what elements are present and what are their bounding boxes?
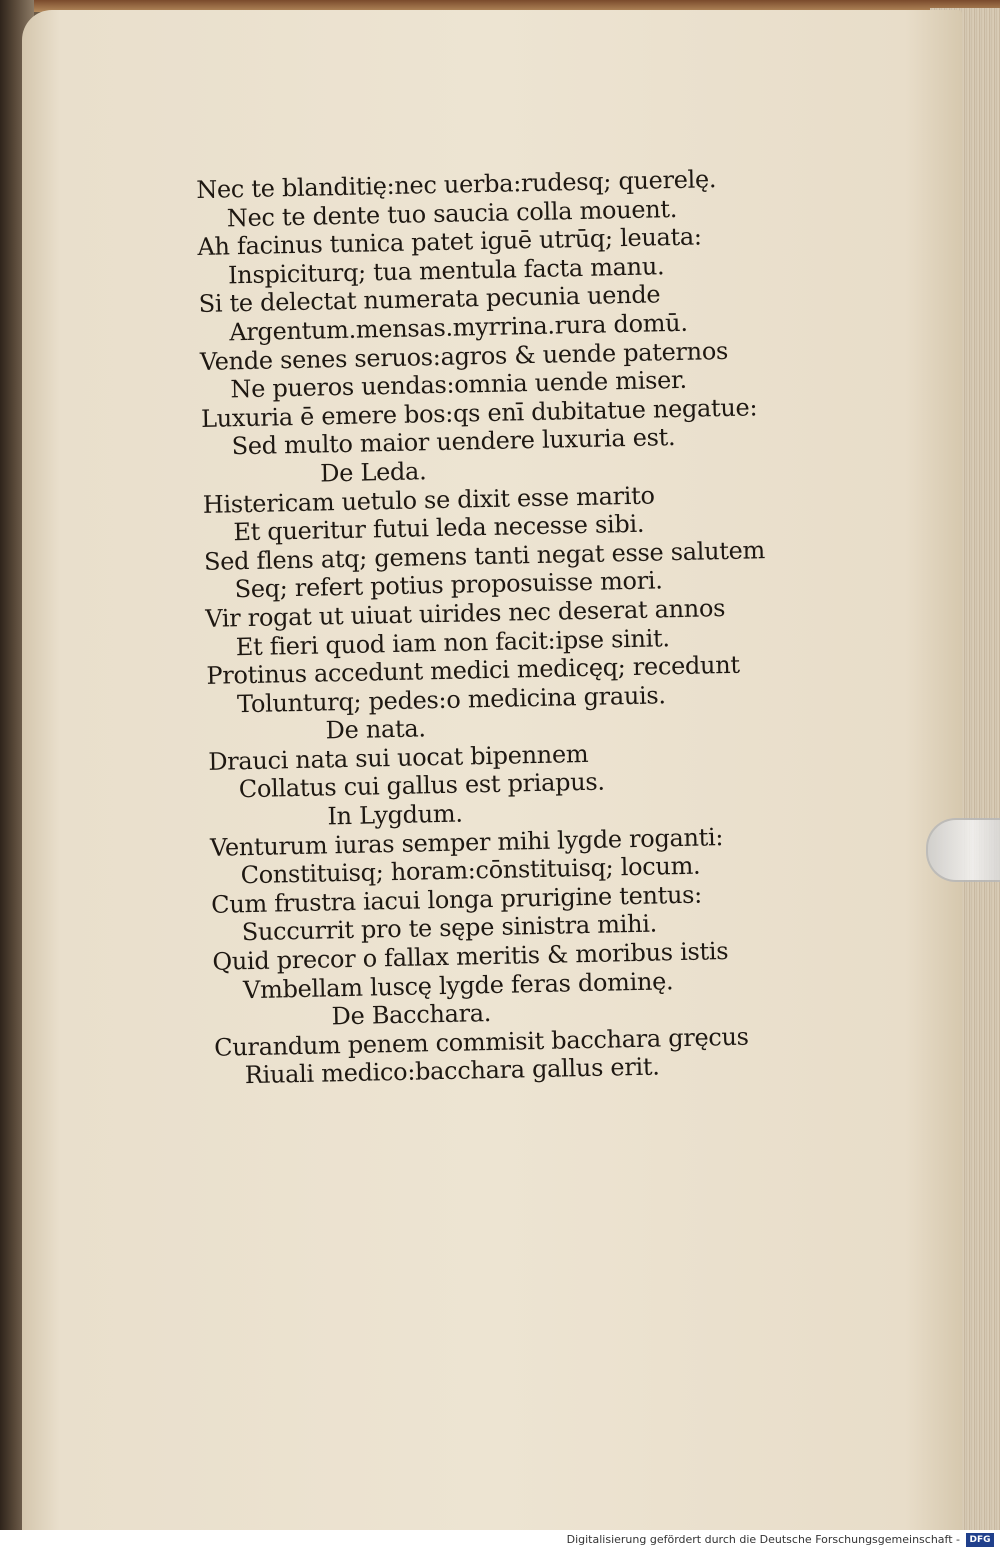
funding-credit: Digitalisierung gefördert durch die Deutsche Forschungsgemeinschaft - <box>566 1533 960 1546</box>
verse-line: Constituisq; horam:cōnstituisq; locum. <box>240 851 701 890</box>
verse-line: Nec te blanditię:nec uerba:rudesq; querelę. <box>196 165 717 204</box>
verse-line: Inspiciturq; tua mentula facta manu. <box>227 251 665 290</box>
verse-line: Sed flens atq; gemens tanti negat esse salutem <box>203 535 766 576</box>
verse-line: Argentum.mensas.myrrina.rura domū. <box>228 308 688 347</box>
verse-line: Vende senes seruos:agros & uende paternos <box>199 336 729 376</box>
verse-line: Nec te dente tuo saucia colla mouent. <box>226 194 678 232</box>
verse-line: Protinus accedunt medici medicęq; recedunt <box>206 650 740 690</box>
verse-line: Sed multo maior uendere luxuria est. <box>231 423 676 461</box>
verse-line: Venturum iuras semper mihi lygde roganti: <box>209 822 724 862</box>
verse-text-block <box>196 164 775 1091</box>
dfg-logo: DFG <box>966 1533 994 1547</box>
section-heading: De Bacchara. <box>331 999 492 1031</box>
verse-line: Drauci nata sui uocat bipennem <box>207 739 589 776</box>
verse-line: Collatus cui gallus est priapus. <box>238 768 606 804</box>
section-heading: De Leda. <box>319 457 427 488</box>
verse-line: Curandum penem commisit bacchara gręcus <box>213 1022 749 1062</box>
verse-line: Vir rogat ut uiuat uirides nec deserat annos <box>204 593 726 633</box>
verse-line: Luxuria ē emere bos:qs enī dubitatue negatue: <box>200 393 758 433</box>
verse-line: Ne pueros uendas:omnia uende miser. <box>230 365 688 404</box>
verse-line: Seq; refert potius proposuisse mori. <box>234 566 663 604</box>
footer-bar <box>0 1530 1000 1551</box>
verse-line: Et fieri quod iam non facit:ipse sinit. <box>235 623 670 661</box>
page-clip <box>926 818 1000 882</box>
verse-line: Tolunturq; pedes:o medicina grauis. <box>236 680 666 718</box>
section-heading: De nata. <box>325 714 426 745</box>
verse-line: Vmbellam luscę lygde feras dominę. <box>242 966 674 1004</box>
verse-line: Succurrit pro te sępe sinistra mihi. <box>241 909 658 947</box>
verse-line: Si te delectat numerata pecunia uende <box>198 280 661 319</box>
verse-line: Riuali medico:bacchara gallus erit. <box>244 1052 660 1090</box>
verse-line: Et queritur futui leda necesse sibi. <box>233 509 645 547</box>
section-heading: In Lygdum. <box>327 799 463 831</box>
verse-line: Cum frustra iacui longa prurigine tentus: <box>210 880 703 919</box>
verse-line: Ah facinus tunica patet iguē utrūq; leuata: <box>197 222 702 262</box>
verse-line: Histericam uetulo se dixit esse marito <box>202 480 655 519</box>
verse-line: Quid precor o fallax meritis & moribus istis <box>212 937 729 976</box>
